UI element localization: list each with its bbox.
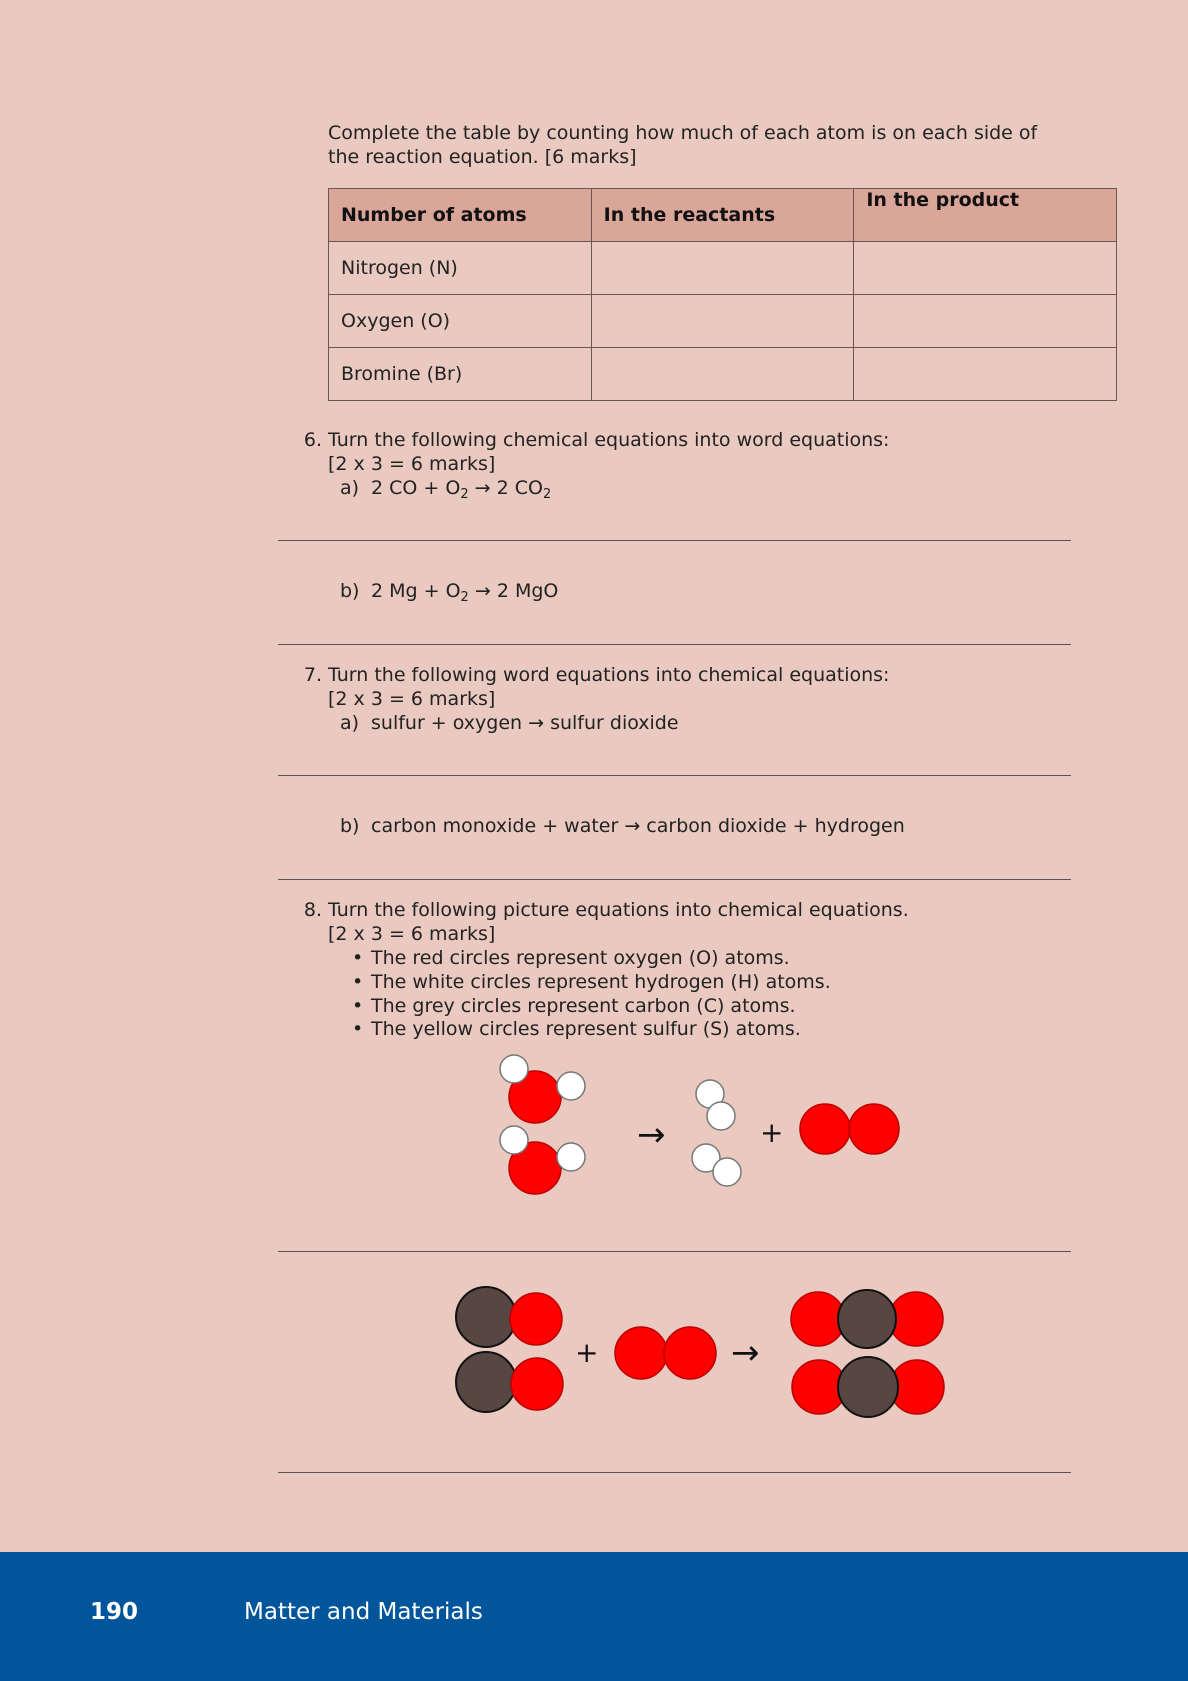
answer-line[interactable]	[278, 540, 1071, 541]
answer-line[interactable]	[278, 775, 1071, 776]
oxygen-molecule	[800, 1104, 899, 1154]
bullet-icon: •	[352, 1018, 364, 1040]
bullet-item: The white circles represent hydrogen (H) atoms.	[371, 971, 831, 993]
answer-line[interactable]	[278, 644, 1071, 645]
chemical-equation: 2 $Mg + O_2 \to 2$ MgO	[371, 580, 559, 605]
arrow-icon: →	[731, 1333, 760, 1373]
table-cell-atom: Bromine (Br)	[329, 348, 592, 401]
plus-icon: +	[760, 1116, 784, 1149]
table-cell-atom: Nitrogen (N)	[329, 242, 592, 295]
table-cell-atom: Oxygen (O)	[329, 295, 592, 348]
carbon-dioxide-molecule	[791, 1290, 943, 1348]
table-row	[329, 295, 1117, 348]
table-row	[329, 348, 1117, 401]
word-equation: sulfur + oxygen → sulfur dioxide	[371, 712, 679, 734]
table-answer-cell[interactable]	[591, 295, 854, 348]
bullet-item: The red circles represent oxygen (O) atoms.	[371, 947, 790, 969]
carbon-monoxide-molecule	[456, 1352, 563, 1412]
question-prompt: Turn the following picture equations into chemical equations.	[328, 899, 909, 921]
bullet-icon: •	[352, 995, 364, 1017]
hydrogen-molecule	[696, 1080, 735, 1130]
bullet-item: The grey circles represent carbon (C) atoms.	[371, 995, 796, 1017]
table-row	[329, 242, 1117, 295]
table-answer-cell[interactable]	[854, 295, 1117, 348]
chemical-equation: 2 CO + $O_2 \to 2$ $CO_2$	[371, 477, 552, 502]
subquestion-label: b)	[340, 815, 360, 837]
carbon-monoxide-molecule	[456, 1287, 562, 1347]
question-prompt: Turn the following chemical equations into word equations:	[328, 429, 890, 451]
table-instruction-line2: the reaction equation. [6 marks]	[328, 146, 637, 168]
table-header: In the product	[854, 189, 1117, 242]
arrow-icon: →	[637, 1115, 666, 1155]
page-number: 190	[90, 1599, 139, 1625]
hydrogen-molecule	[692, 1144, 741, 1186]
answer-line[interactable]	[278, 1251, 1071, 1252]
table-answer-cell[interactable]	[854, 348, 1117, 401]
water-molecule	[500, 1126, 585, 1194]
table-answer-cell[interactable]	[591, 242, 854, 295]
table-header-row	[329, 189, 1117, 242]
picture-equation-carbon-dioxide	[445, 1280, 955, 1430]
question-marks: [2 x 3 = 6 marks]	[328, 453, 496, 475]
book-section-title: Matter and Materials	[244, 1599, 483, 1625]
question-number: 7.	[303, 664, 322, 686]
question-prompt: Turn the following word equations into chemical equations:	[328, 664, 890, 686]
table-instruction-line1: Complete the table by counting how much of each atom is on each side of	[328, 122, 1038, 144]
subquestion-label: a)	[340, 477, 360, 499]
answer-line[interactable]	[278, 1472, 1071, 1473]
table-header: Number of atoms	[329, 189, 592, 242]
picture-equation-water	[480, 1040, 920, 1210]
oxygen-molecule	[615, 1327, 716, 1379]
subquestion-label: b)	[340, 580, 360, 602]
page-footer	[0, 1552, 1188, 1681]
table-header: In the reactants	[591, 189, 854, 242]
atom-count-table	[328, 188, 1117, 401]
carbon-dioxide-molecule	[792, 1357, 944, 1417]
bullet-item: The yellow circles represent sulfur (S) atoms.	[371, 1018, 801, 1040]
question-number: 8.	[303, 899, 322, 921]
answer-line[interactable]	[278, 879, 1071, 880]
water-molecule	[500, 1055, 585, 1123]
question-marks: [2 x 3 = 6 marks]	[328, 688, 496, 710]
table-answer-cell[interactable]	[854, 242, 1117, 295]
subquestion-label: a)	[340, 712, 360, 734]
plus-icon: +	[575, 1336, 599, 1369]
bullet-icon: •	[352, 947, 364, 969]
table-answer-cell[interactable]	[591, 348, 854, 401]
question-number: 6.	[303, 429, 322, 451]
question-marks: [2 x 3 = 6 marks]	[328, 923, 496, 945]
bullet-icon: •	[352, 971, 364, 993]
word-equation: carbon monoxide + water → carbon dioxide + hydrogen	[371, 815, 905, 837]
